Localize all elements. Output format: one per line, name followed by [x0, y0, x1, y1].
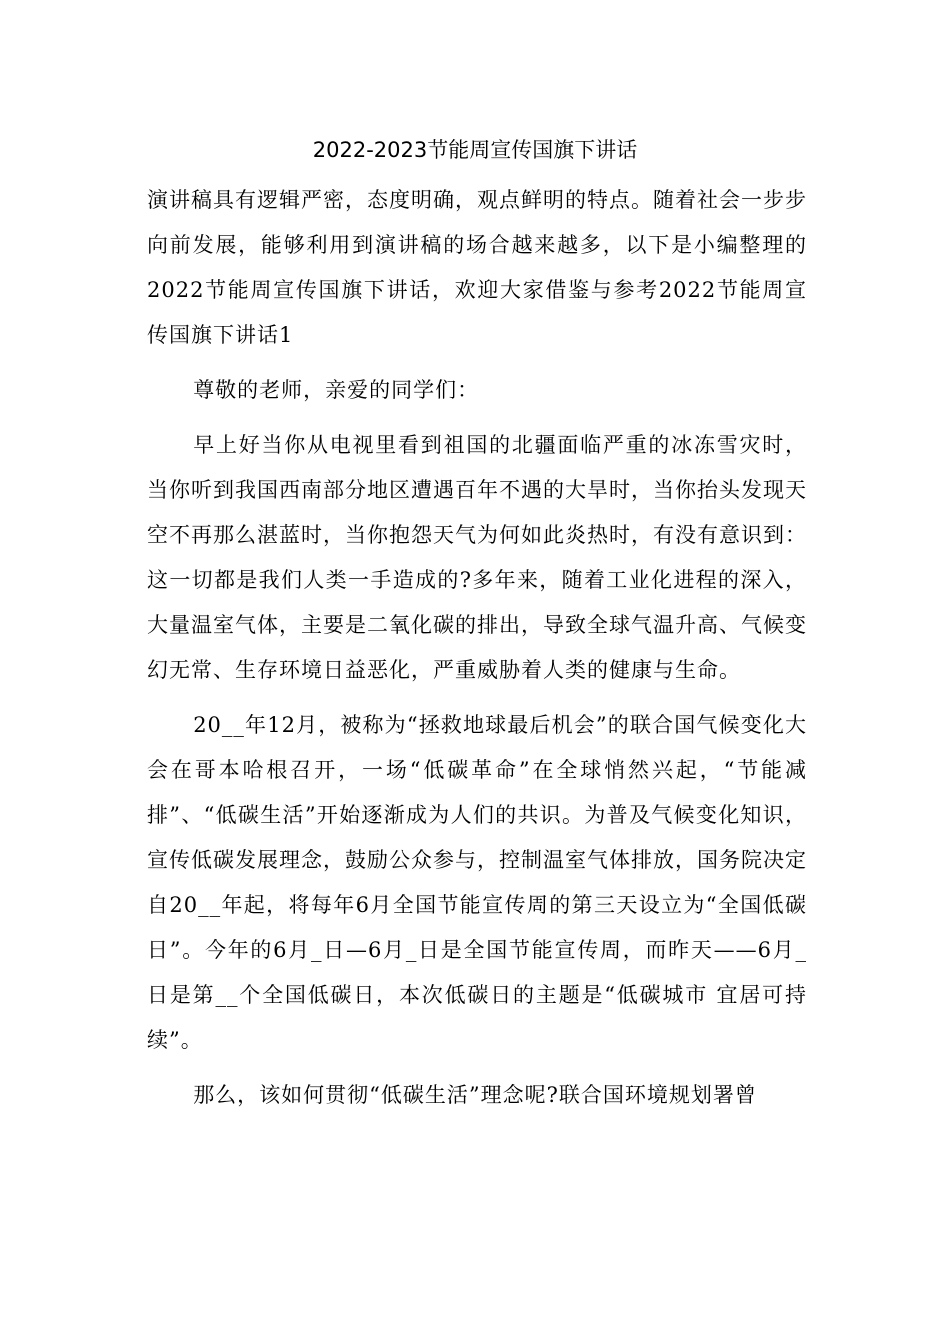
paragraph-low-carbon-day: 20__年12月，被称为“拯救地球最后机会”的联合国气候变化大会在哥本哈根召开，一场“低碳革命”在全球悄然兴起，“节能减排”、“低碳生活”开始逐渐成为人们的共识。为普及气候变化知识，宣传低碳发展理念，鼓励公众参与，控制温室气体排放，国务院决定自20__年起，将每年6月全国节能宣传周的第三天设立为“全国低碳日”。今年的6月_日—6月_日是全国节能宣传周，而昨天——6月_日是第__个全国低碳日，本次低碳日的主题是“低碳城市 宜居可持续”。 [147, 713, 807, 1052]
paragraph-greeting: 早上好当你从电视里看到祖国的北疆面临严重的冰冻雪灾时，当你听到我国西南部分地区遭遇百年不遇的大旱时，当你抬头发现天空不再那么湛蓝时，当你抱怨天气为何如此炎热时，有没有意识到：这一切都是我们人类一手造成的?多年来，随着工业化进程的深入，大量温室气体，主要是二氧化碳的排出，导致全球气温升高、气候变幻无常、生存环境日益恶化，严重威胁着人类的健康与生命。 [147, 433, 807, 682]
paragraph-salutation: 尊敬的老师，亲爱的同学们： [193, 378, 480, 402]
paragraph-intro: 演讲稿具有逻辑严密，态度明确，观点鲜明的特点。随着社会一步步向前发展，能够利用到演讲稿的场合越来越多，以下是小编整理的2022节能周宣传国旗下讲话，欢迎大家借鉴与参考2022节能周宣传国旗下讲话1 [147, 188, 807, 347]
document-body [147, 178, 807, 1128]
document-title: 2022-2023节能周宣传国旗下讲话 [312, 138, 638, 162]
paragraph-closing: 那么，该如何贯彻“低碳生活”理念呢?联合国环境规划署曾 [193, 1083, 757, 1107]
